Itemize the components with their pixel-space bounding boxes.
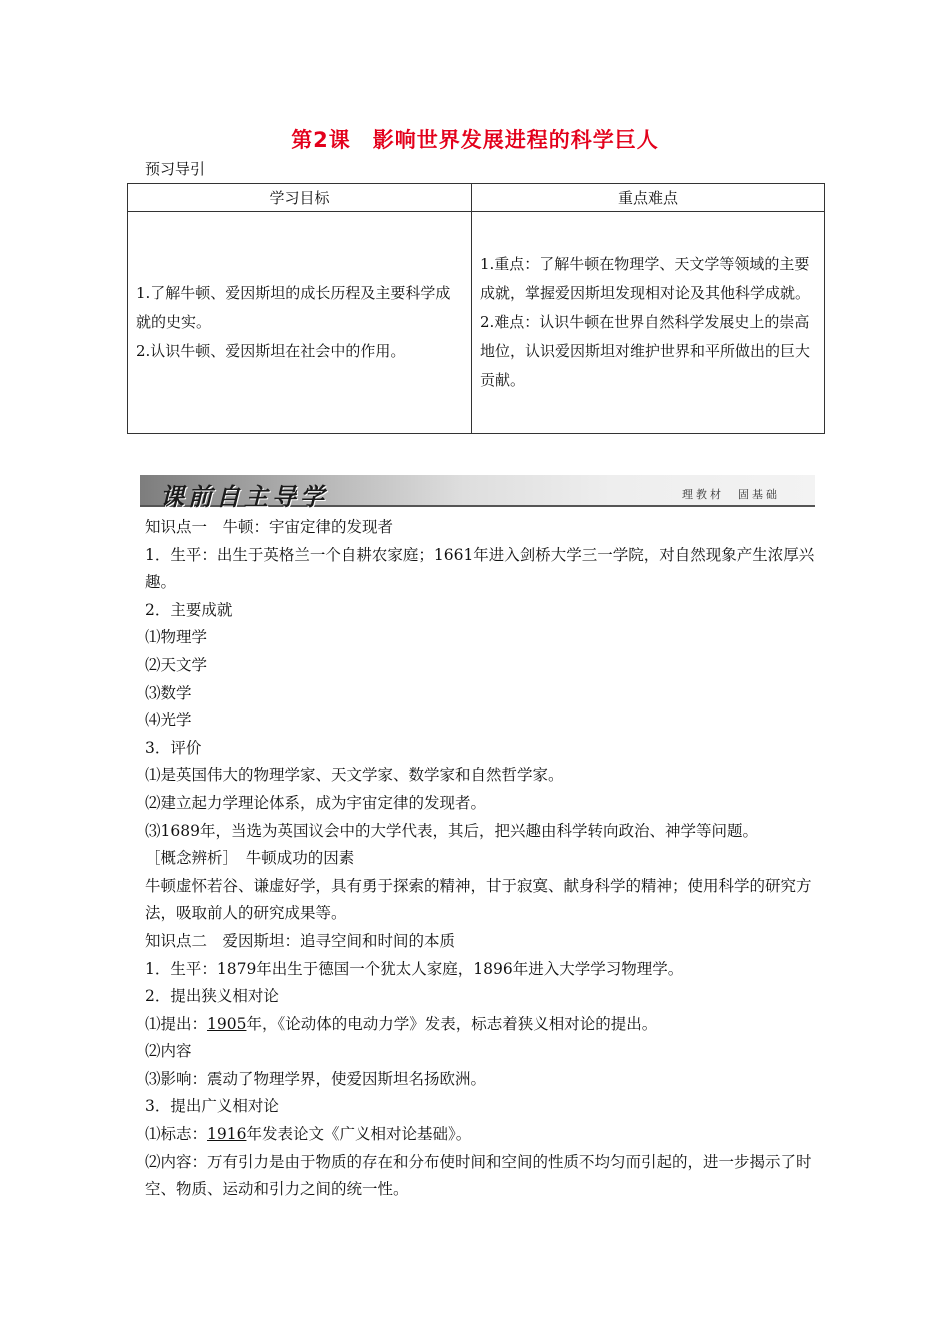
learning-goals-cell <box>128 212 472 434</box>
body-paragraph <box>145 1011 825 1039</box>
table-row <box>128 212 825 434</box>
body-paragraph: 1．生平：1879年出生于德国一个犹太人家庭，1896年进入大学学习物理学。 <box>145 959 684 978</box>
banner-tagline: 理教材 固基础 <box>682 488 780 501</box>
body-paragraph: ⑵建立起力学理论体系，成为宇宙定律的发现者。 <box>145 793 487 812</box>
body-paragraph <box>145 1121 825 1149</box>
body-paragraph: ⑵内容 <box>145 1042 192 1061</box>
preview-label: 预习导引 <box>145 160 206 178</box>
paragraph-text: 年发表论文《广义相对论基础》。 <box>246 1125 472 1144</box>
body-paragraph: 2．主要成就 <box>145 600 233 619</box>
body-paragraph: 3．提出广义相对论 <box>145 1097 279 1116</box>
body-paragraph: 牛顿虚怀若谷、谦虚好学，具有勇于探索的精神，甘于寂寞、献身科学的精神；使用科学的研究方法，吸取前人的研究成果等。 <box>145 876 812 923</box>
body-paragraph: 2．提出狭义相对论 <box>145 987 279 1006</box>
keypoint-item: 1.重点：了解牛顿在物理学、天文学等领域的主要成就，掌握爱因斯坦发现相对论及其他科学成就。 <box>480 255 811 302</box>
header-key-points: 重点难点 <box>472 184 825 212</box>
body-paragraph: 知识点一 牛顿：宇宙定律的发现者 <box>145 518 394 536</box>
paragraph-text: 年，《论动体的电动力学》发表，标志着狭义相对论的提出。 <box>246 1014 658 1033</box>
goal-item: 1.了解牛顿、爱因斯坦的成长历程及主要科学成就的史实。 <box>136 284 451 331</box>
header-learning-goals: 学习目标 <box>128 184 472 212</box>
banner-heading: 课前自主导学 <box>160 483 328 511</box>
underlined-answer: 1905 <box>207 1014 247 1033</box>
body-paragraph: ⑴是英国伟大的物理学家、天文学家、数学家和自然哲学家。 <box>145 766 564 785</box>
body-paragraph: 3．评价 <box>145 738 202 757</box>
lesson-title: 第2课 影响世界发展进程的科学巨人 <box>291 128 659 152</box>
body-paragraph: ⑴物理学 <box>145 628 208 647</box>
underlined-answer: 1916 <box>207 1125 247 1144</box>
paragraph-text: ⑴提出： <box>145 1014 208 1033</box>
body-paragraph: ⑶1689年，当选为英国议会中的大学代表，其后，把兴趣由科学转向政治、神学等问题。 <box>145 821 758 840</box>
lesson-body <box>145 514 825 1204</box>
body-paragraph: ⑶影响：震动了物理学界，使爱因斯坦名扬欧洲。 <box>145 1069 487 1088</box>
key-points-cell <box>472 212 825 434</box>
body-paragraph: ［概念辨析］ 牛顿成功的因素 <box>145 849 355 868</box>
body-paragraph: ⑶数学 <box>145 683 192 702</box>
body-paragraph: ⑵天文学 <box>145 655 208 674</box>
table-header-row <box>128 184 825 212</box>
objectives-table <box>127 183 825 434</box>
body-paragraph: ⑷光学 <box>145 711 192 730</box>
body-paragraph: 知识点二 爱因斯坦：追寻空间和时间的本质 <box>145 931 456 950</box>
keypoint-item: 2.难点：认识牛顿在世界自然科学发展史上的崇高地位，认识爱因斯坦对维护世界和平所做出的巨大贡献。 <box>480 313 811 389</box>
goal-item: 2.认识牛顿、爱因斯坦在社会中的作用。 <box>136 342 406 360</box>
paragraph-text: ⑴标志： <box>145 1125 208 1144</box>
body-paragraph: 1．生平：出生于英格兰一个自耕农家庭；1661年进入剑桥大学三一学院，对自然现象产生浓厚兴趣。 <box>145 545 815 592</box>
body-paragraph: ⑵内容：万有引力是由于物质的存在和分布使时间和空间的性质不均匀而引起的，进一步揭示了时空、物质、运动和引力之间的统一性。 <box>145 1152 812 1199</box>
